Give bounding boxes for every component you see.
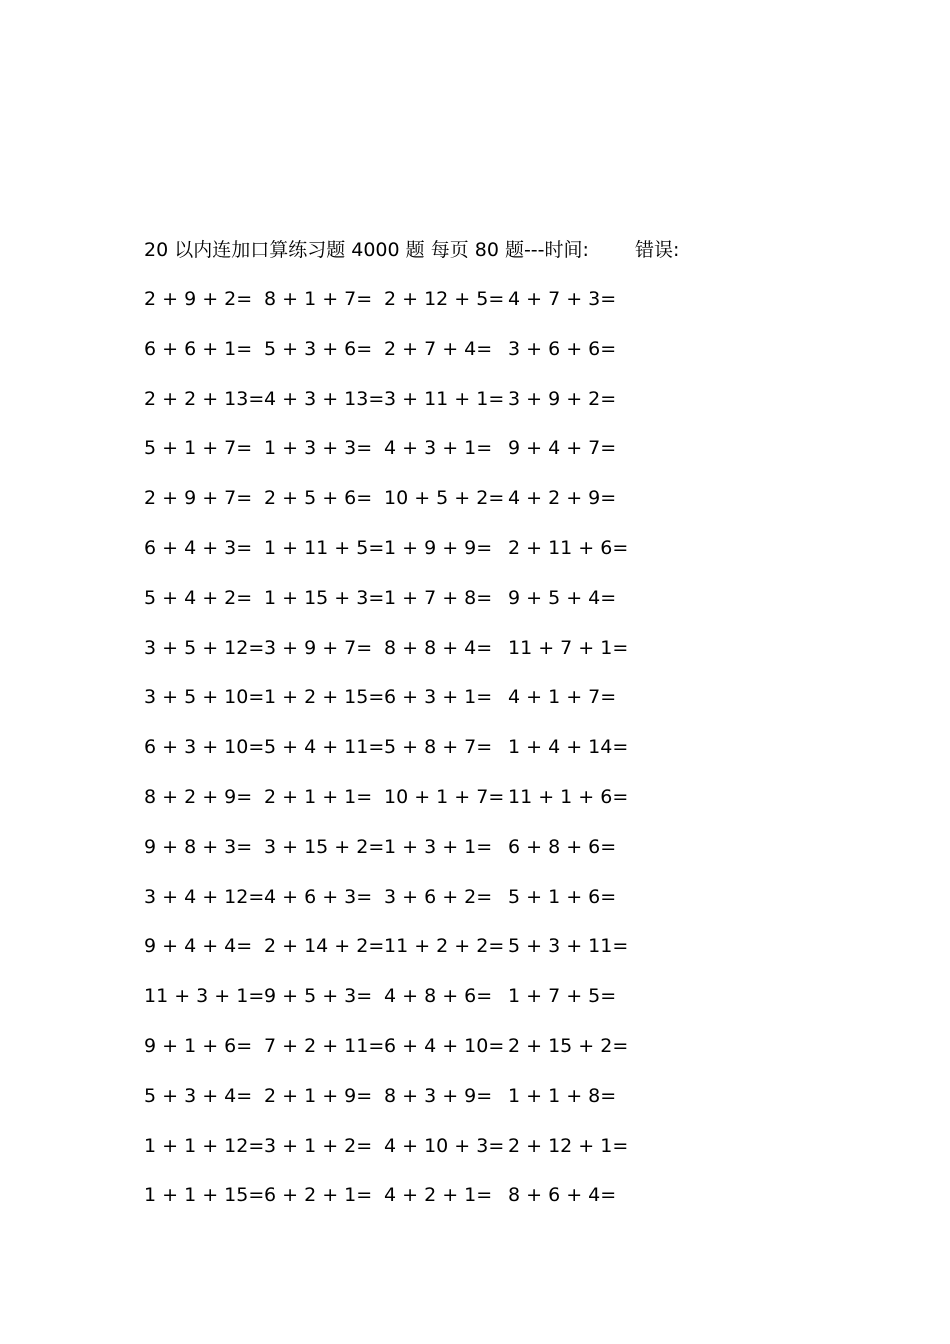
problem: 11 + 1 + 6= [508, 785, 629, 808]
problem: 6 + 8 + 6= [508, 835, 617, 858]
problem: 3 + 4 + 12= [144, 885, 265, 908]
problem-grid [144, 284, 664, 1230]
problem: 6 + 4 + 10= [384, 1034, 505, 1057]
problem-row [144, 1081, 664, 1131]
problem: 5 + 3 + 11= [508, 935, 629, 958]
problem: 7 + 2 + 11= [264, 1034, 385, 1057]
problem: 4 + 6 + 3= [264, 885, 373, 908]
problem: 11 + 3 + 1= [144, 985, 265, 1008]
page-title: 20 以内连加口算练习题 4000 题 每页 80 题---时间: [144, 239, 589, 261]
errors-label: 错误: [634, 239, 680, 261]
problem: 10 + 5 + 2= [384, 487, 505, 510]
problem: 2 + 12 + 1= [508, 1134, 629, 1157]
problem: 2 + 11 + 6= [508, 536, 629, 559]
problem: 9 + 1 + 6= [144, 1034, 253, 1057]
problem-row [144, 284, 664, 334]
problem: 3 + 15 + 2= [264, 835, 385, 858]
problem: 4 + 10 + 3= [384, 1134, 505, 1157]
problem: 11 + 2 + 2= [384, 935, 505, 958]
problem: 2 + 7 + 4= [384, 337, 493, 360]
problem: 3 + 6 + 2= [384, 885, 493, 908]
problem: 1 + 1 + 15= [144, 1184, 265, 1207]
problem: 1 + 2 + 15= [264, 686, 385, 709]
problem: 6 + 3 + 10= [144, 736, 265, 759]
problem-row [144, 633, 664, 683]
problem: 3 + 5 + 10= [144, 686, 265, 709]
problem: 2 + 15 + 2= [508, 1034, 629, 1057]
problem: 6 + 4 + 3= [144, 536, 253, 559]
problem-row [144, 334, 664, 384]
problem: 4 + 3 + 13= [264, 387, 385, 410]
problem: 8 + 1 + 7= [264, 288, 373, 310]
problem-row [144, 1031, 664, 1081]
problem: 9 + 8 + 3= [144, 835, 253, 858]
problem: 8 + 3 + 9= [384, 1084, 493, 1107]
problem: 3 + 1 + 2= [264, 1134, 373, 1157]
problem: 4 + 1 + 7= [508, 686, 617, 709]
problem: 5 + 8 + 7= [384, 736, 493, 759]
problem-row [144, 732, 664, 782]
problem: 5 + 1 + 7= [144, 437, 253, 460]
problem: 1 + 3 + 1= [384, 835, 493, 858]
problem: 3 + 9 + 2= [508, 387, 617, 410]
problem: 5 + 1 + 6= [508, 885, 617, 908]
problem: 2 + 9 + 7= [144, 487, 253, 510]
problem: 10 + 1 + 7= [384, 785, 505, 808]
problem: 1 + 4 + 14= [508, 736, 629, 759]
problem: 2 + 1 + 9= [264, 1084, 373, 1107]
problem-row [144, 682, 664, 732]
problem: 1 + 15 + 3= [264, 586, 385, 609]
problem: 5 + 4 + 11= [264, 736, 385, 759]
problem: 9 + 4 + 4= [144, 935, 253, 958]
problem: 5 + 3 + 6= [264, 337, 373, 360]
problem-row [144, 1131, 664, 1181]
problem: 2 + 1 + 1= [264, 785, 373, 808]
problem: 2 + 2 + 13= [144, 387, 265, 410]
problem-row [144, 483, 664, 533]
problem: 5 + 3 + 4= [144, 1084, 253, 1107]
problem: 6 + 3 + 1= [384, 686, 493, 709]
problem-row [144, 832, 664, 882]
problem: 8 + 2 + 9= [144, 785, 253, 808]
problem: 1 + 7 + 5= [508, 985, 617, 1008]
problem: 1 + 11 + 5= [264, 536, 385, 559]
problem: 2 + 12 + 5= [384, 288, 505, 310]
problem: 5 + 4 + 2= [144, 586, 253, 609]
problem: 1 + 7 + 8= [384, 586, 493, 609]
problem: 9 + 4 + 7= [508, 437, 617, 460]
problem: 4 + 2 + 1= [384, 1184, 493, 1207]
problem: 9 + 5 + 3= [264, 985, 373, 1008]
problem: 4 + 2 + 9= [508, 487, 617, 510]
problem: 4 + 7 + 3= [508, 288, 617, 310]
problem: 1 + 9 + 9= [384, 536, 493, 559]
problem: 6 + 6 + 1= [144, 337, 253, 360]
problem: 8 + 6 + 4= [508, 1184, 617, 1207]
problem-row [144, 433, 664, 483]
problem: 4 + 8 + 6= [384, 985, 493, 1008]
problem-row [144, 384, 664, 434]
problem-row [144, 583, 664, 633]
problem-row [144, 1180, 664, 1230]
problem: 2 + 14 + 2= [264, 935, 385, 958]
problem: 8 + 8 + 4= [384, 636, 493, 659]
problem: 6 + 2 + 1= [264, 1184, 373, 1207]
problem: 2 + 5 + 6= [264, 487, 373, 510]
problem: 1 + 3 + 3= [264, 437, 373, 460]
problem-row [144, 533, 664, 583]
problem: 1 + 1 + 12= [144, 1134, 265, 1157]
problem-row [144, 931, 664, 981]
problem: 1 + 1 + 8= [508, 1084, 617, 1107]
problem: 3 + 5 + 12= [144, 636, 265, 659]
problem: 3 + 6 + 6= [508, 337, 617, 360]
problem-row [144, 782, 664, 832]
page-header [144, 236, 679, 264]
problem: 4 + 3 + 1= [384, 437, 493, 460]
problem: 9 + 5 + 4= [508, 586, 617, 609]
problem: 2 + 9 + 2= [144, 288, 253, 310]
problem: 11 + 7 + 1= [508, 636, 629, 659]
problem: 3 + 9 + 7= [264, 636, 373, 659]
problem-row [144, 882, 664, 932]
problem: 3 + 11 + 1= [384, 387, 505, 410]
problem-row [144, 981, 664, 1031]
